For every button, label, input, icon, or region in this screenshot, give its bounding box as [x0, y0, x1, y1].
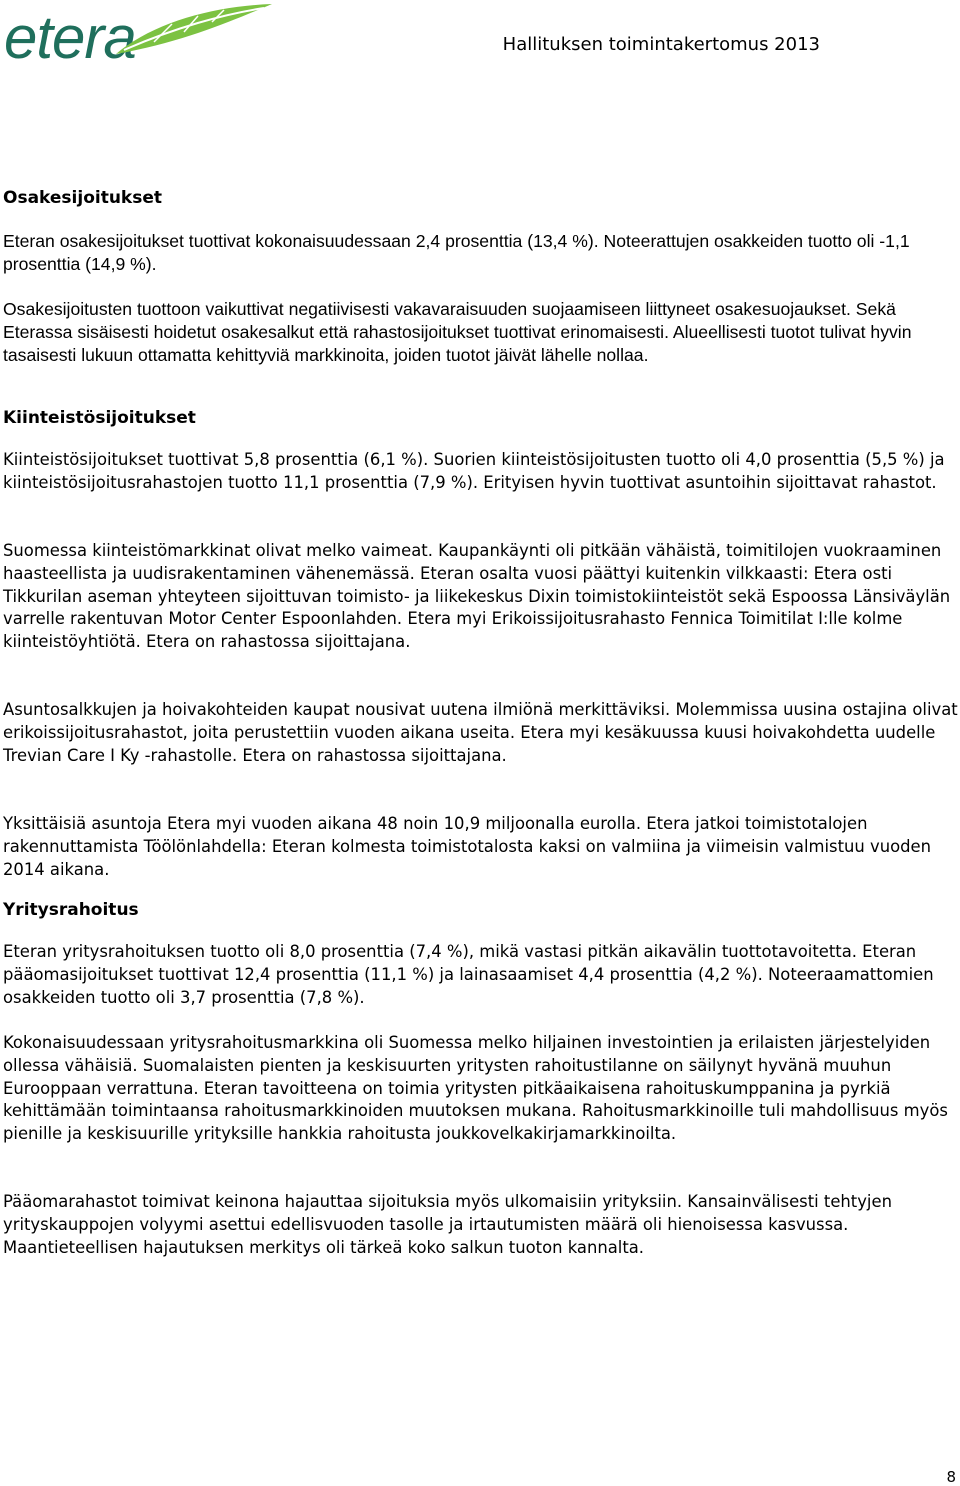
paragraph: Suomessa kiinteistömarkkinat olivat melko vaimeat. Kaupankäynti oli pitkään vähäistä, toimitilojen vuokraaminen haasteellista ja uudisrakentaminen vähenemässä. Eteran osalta vuosi päättyi kuitenkin vilkkaasti: Etera osti Tikkurilan aseman yhteyteen sijoittuvan toimisto- ja liikekeskus Dixin toimistokiinteistöt sekä Espoossa Länsiväylän varrelle rakentuvan Motor Center Espoonlahden. Etera myi Erikoissijoitusrahasto Fennica Toimitilat I:lle kolme kiinteistöyhtiötä. Etera on rahastossa sijoittajana. — [3, 541, 951, 652]
paragraph: Kokonaisuudessaan yritysrahoitusmarkkina oli Suomessa melko hiljainen investointien ja erilaisten järjestelyiden ollessa vähäisiä. Suomalaisten pienten ja keskisuurten yritysten rahoitustilanne on säilynyt hyvänä muuhun Eurooppaan verrattuna. Eteran tavoitteena on toimia yritysten pitkäaikaisena rahoituskumppanina ja pyrkiä kehittämään toimintaansa rahoitusmarkkinoiden muutoksen mukana. Rahoitusmarkkinoille tuli mahdollisuus myös pienille ja keskisuurille yrityksille hankkia rahoitusta joukkovelkakirjamarkkinoilta. — [3, 1033, 948, 1144]
paragraph: Osakesijoitusten tuottoon vaikuttivat negatiivisesti vakavaraisuuden suojaamiseen liittyneet osakesuojaukset. Sekä Eterassa sisäisesti hoidetut osakesalkut että rahastosijoitukset tuottivat erinomaisesti. Alueellisesti tuotot tulivat hyvin tasaisesti lukuun ottamatta kehittyviä markkinoita, joiden tuotot jäivät lähelle nollaa. — [3, 299, 912, 365]
paragraph: Pääomarahastot toimivat keinona hajauttaa sijoituksia myös ulkomaisiin yrityksiin. Kansainvälisesti tehtyjen yrityskauppojen volyymi asettui edellisvuoden tasolle ja irtautumisten määrä oli hienoisessa kasvussa. Maantieteellisen hajautuksen merkitys oli tärkeä koko salkun tuoton kannalta. — [3, 1192, 892, 1257]
paragraph: Kiinteistösijoitukset tuottivat 5,8 prosenttia (6,1 %). Suorien kiinteistösijoitusten tuotto oli 4,0 prosenttia (5,5 %) ja kiinteistösijoitusrahastojen tuotto 11,1 prosenttia (7,9 %). Erityisen hyvin tuottivat asuntoihin sijoittavat rahastot. — [3, 450, 945, 492]
leaf-icon — [114, 2, 274, 62]
paragraph: Yksittäisiä asuntoja Etera myi vuoden aikana 48 noin 10,9 miljoonalla eurolla. Etera jatkoi toimistotalojen rakennuttamista Töölönlahdella: Eteran kolmesta toimistotalosta kaksi on valmiina ja viimeisin valmistuu vuoden 2014 aikana. — [3, 814, 931, 879]
paragraph: Asuntosalkkujen ja hoivakohteiden kaupat nousivat uutena ilmiönä merkittäviksi. Molemmissa uusina ostajina olivat erikoissijoitusrahastot, joita perustettiin vuoden aikana useita. Etera myi kesäkuussa kuusi hoivakohdetta uudelle Trevian Care I Ky -rahastolle. Etera on rahastossa sijoittajana. — [3, 700, 958, 765]
heading-osakesijoitukset: Osakesijoitukset — [3, 188, 163, 208]
heading-kiinteistosijoitukset: Kiinteistösijoitukset — [3, 408, 196, 428]
logo-wordmark: etera — [4, 4, 136, 71]
document-title: Hallituksen toimintakertomus 2013 — [502, 34, 820, 55]
paragraph: Eteran osakesijoitukset tuottivat kokonaisuudessaan 2,4 prosenttia (13,4 %). Noteerattujen osakkeiden tuotto oli -1,1 prosenttia (14,9 %). — [3, 231, 910, 274]
page-number: 8 — [946, 1468, 956, 1486]
paragraph: Eteran yritysrahoituksen tuotto oli 8,0 prosenttia (7,4 %), mikä vastasi pitkän aikavälin tuottotavoitetta. Eteran pääomasijoitukset tuottivat 12,4 prosenttia (11,1 %) ja lainasaamiset 4,4 prosenttia (4,2 %). Noteeraamattomien osakkeiden tuotto oli 3,7 prosenttia (7,8 %). — [3, 942, 934, 1007]
etera-logo — [4, 2, 274, 72]
heading-yritysrahoitus: Yritysrahoitus — [3, 900, 139, 920]
